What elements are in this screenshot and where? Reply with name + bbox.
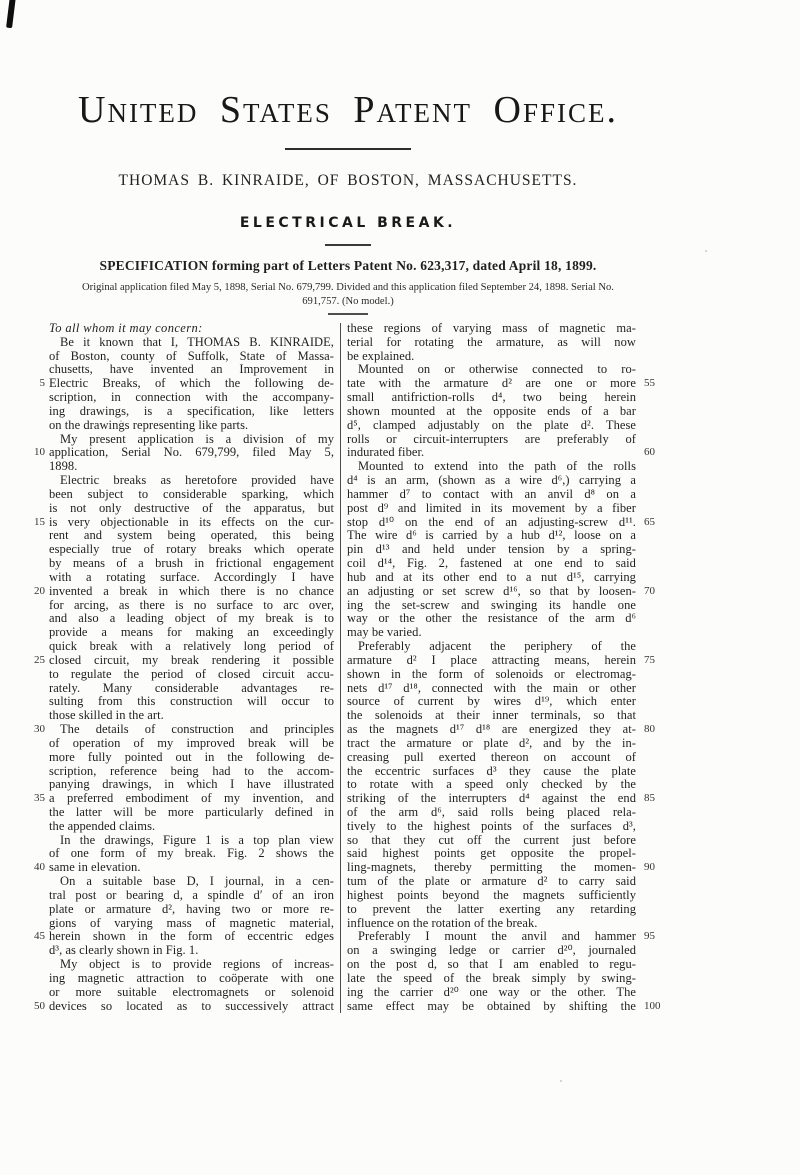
line-number: 30: [34, 723, 45, 736]
text-line: to prevent the latter exerting any retarding: [347, 902, 636, 916]
text-line: ing magnetic attraction to coöperate with one: [49, 971, 334, 985]
line-number: [30, 322, 45, 336]
text-line: striking of the interrupters d⁴ against the end: [347, 792, 636, 806]
line-number: [644, 958, 668, 972]
text-line: the solenoids at their inner terminals, so that: [347, 709, 636, 723]
text-line: more fully pointed out in the following de-: [49, 750, 334, 764]
line-number: [644, 460, 668, 474]
text-line: d⁴ is an arm, (shown as a wire d⁶,) carrying a: [347, 474, 636, 488]
line-number: [644, 972, 668, 986]
line-number: [644, 433, 668, 447]
line-number: [644, 640, 668, 654]
line-number: [30, 682, 45, 696]
line-number: [644, 336, 668, 350]
text-line: In the drawings, Figure 1 is a top plan view: [60, 833, 334, 847]
filing-note-line-1: Original application filed May 5, 1898, Serial No. 679,799. Divided and this application filed September 24, 1898. Serial No.: [82, 282, 614, 293]
line-number: [644, 419, 668, 433]
text-line: the eccentric surfaces d³ they cause the plate: [347, 764, 636, 778]
text-line: ing the set-screw and swinging its handle one: [347, 598, 636, 612]
line-number: [30, 391, 45, 405]
text-line: To all whom it may concern:: [49, 322, 203, 335]
line-number: [30, 765, 45, 779]
line-number: [30, 474, 45, 488]
text-line: application, Serial No. 679,799, filed May 5,: [49, 446, 334, 460]
text-line: for arcing, as there is no surface to arc over,: [49, 598, 334, 612]
line-number: [30, 778, 45, 792]
line-number: 75: [644, 653, 655, 666]
scan-artifact-mark: [6, 0, 16, 28]
text-line: My present application is a division of my: [60, 432, 334, 446]
text-line: rately. Many considerable advantages re-: [49, 681, 334, 695]
text-line: stop d¹⁰ on the end of an adjusting-screw d¹¹.: [347, 515, 636, 529]
text-line: indurated fiber.: [347, 446, 425, 460]
line-number: 55: [644, 377, 655, 390]
text-line: scription, in connection with the accompany-: [49, 391, 334, 405]
text-line: be explained.: [347, 349, 415, 363]
line-number: [644, 363, 668, 377]
line-number: [30, 557, 45, 571]
line-number: [30, 709, 45, 723]
line-number: [30, 986, 45, 1000]
text-line: d³, as clearly shown in Fig. 1.: [49, 944, 199, 958]
text-line: rent and system being operated, this being: [49, 529, 334, 543]
header-rule-3: [328, 313, 368, 315]
line-number: [644, 834, 668, 848]
line-number: [30, 820, 45, 834]
line-number: [30, 751, 45, 765]
line-number: [644, 571, 668, 585]
text-line: source of current by wires d¹⁹, which enter: [347, 695, 636, 709]
line-number: [30, 972, 45, 986]
line-number: [644, 709, 668, 723]
text-line: to rotate with a speed only checked by the: [347, 778, 636, 792]
line-number: [644, 405, 668, 419]
text-line: d⁵, clamped adjustably on the plate d². These: [347, 418, 636, 432]
text-line: closed circuit, my break rendering it possible: [49, 653, 334, 667]
text-line: and also a leading object of my break is to: [49, 612, 334, 626]
text-line: been subject to considerable sparking, which: [49, 487, 334, 501]
text-line: pin d¹³ and held under tension by a spring-: [347, 543, 636, 557]
text-line: with a rotating surface. Accordingly I have: [49, 570, 334, 584]
page-header: [30, 0, 666, 315]
line-number: [644, 322, 668, 336]
text-line: Electric breaks as heretofore provided have: [60, 474, 334, 488]
line-number: [30, 903, 45, 917]
line-number: [30, 834, 45, 848]
text-line: of Boston, county of Suffolk, State of Massa-: [49, 349, 334, 363]
line-number: [644, 612, 668, 626]
text-line: My object is to provide regions of increas-: [60, 958, 334, 972]
line-number: [644, 751, 668, 765]
text-line: post d⁹ and limited in its movement by a fiber: [347, 501, 636, 515]
text-line: or more suitable electromagnets or solenoid: [49, 985, 334, 999]
text-line: tral post or bearing d, a spindle d′ of an iron: [49, 888, 334, 902]
text-line: On a suitable base D, I journal, in a cen-: [60, 875, 334, 889]
line-number: [30, 419, 45, 433]
text-line: ing the carrier d²⁰ one way or the other. The: [347, 985, 636, 999]
inventor-byline: THOMAS B. KINRAIDE, OF BOSTON, MASSACHUSETTS.: [118, 172, 578, 189]
text-line: these regions of varying mass of magnetic ma-: [347, 322, 636, 335]
text-line: highest points beyond the magnets sufficiently: [347, 888, 636, 902]
text-line: tum of the plate or armature d² to carry said: [347, 875, 636, 889]
text-line: same in elevation.: [49, 861, 141, 875]
line-number: [644, 765, 668, 779]
text-line: nets d¹⁷ d¹⁸, connected with the main or other: [347, 681, 636, 695]
line-number: 80: [644, 723, 655, 736]
line-number: [30, 460, 45, 474]
text-line: herein shown in the form of eccentric edges: [49, 930, 334, 944]
line-number: [30, 433, 45, 447]
text-line: gions of varying mass of magnetic material,: [49, 916, 334, 930]
line-number: [644, 474, 668, 488]
text-line: quick break with a relatively long period of: [49, 640, 334, 654]
paper-speck: [560, 1080, 562, 1082]
line-number: 50: [34, 999, 45, 1012]
line-number: [644, 543, 668, 557]
text-line: The details of construction and principles: [60, 723, 334, 737]
specification-line: SPECIFICATION forming part of Letters Patent No. 623,317, dated April 18, 1899.: [99, 258, 597, 273]
text-line: Preferably I mount the anvil and hammer: [358, 930, 636, 944]
text-line: Preferably adjacent the periphery of the: [358, 640, 636, 654]
text-line: Be it known that I, THOMAS B. KINRAIDE,: [60, 335, 334, 349]
line-number: [644, 917, 668, 931]
header-rule-1: [285, 148, 411, 150]
line-number: [644, 820, 668, 834]
text-line: shown in the form of solenoids or electromag-: [347, 667, 636, 681]
text-line: coil d¹⁴, Fig. 2, fastened at one end to said: [347, 557, 636, 571]
text-line: rolls or circuit-interrupters are preferably of: [347, 432, 636, 446]
line-number: 35: [34, 792, 45, 805]
line-number: [644, 737, 668, 751]
line-numbers-left: [30, 322, 45, 1013]
text-line: way or the other the resistance of the arm d⁶: [347, 612, 636, 626]
column-divider-rule: [340, 323, 341, 1013]
text-line: terial for rotating the armature, as will now: [347, 335, 636, 349]
text-line: said highest points get opposite the propel-: [347, 847, 636, 861]
text-line: hammer d⁷ to contact with an anvil d⁸ on a: [347, 487, 636, 501]
text-line: the appended claims.: [49, 819, 156, 833]
line-number: [644, 986, 668, 1000]
text-line: especially true of rotary breaks which operate: [49, 543, 334, 557]
text-line: shown mounted at the opposite ends of a bar: [347, 404, 636, 418]
text-line: of operation of my improved break will be: [49, 736, 334, 750]
line-number: [30, 529, 45, 543]
text-line: Electric Breaks, of which the following de-: [49, 377, 334, 391]
line-number: [30, 571, 45, 585]
text-line: hub and at its other end to a nut d¹⁵, carrying: [347, 570, 636, 584]
text-line: so that they cut off the current just before: [347, 833, 636, 847]
text-line: is very objectionable in its effects on the cur-: [49, 515, 334, 529]
filing-note-line-2: 691,757. (No model.): [302, 295, 394, 307]
text-line: an adjusting or set screw d¹⁶, so that by loosen-: [347, 584, 636, 598]
text-line: may be varied.: [347, 626, 422, 640]
line-number: 45: [34, 930, 45, 943]
text-line: the latter will be more particularly defined in: [49, 805, 334, 819]
header-rule-2: [325, 244, 371, 246]
line-number: [644, 944, 668, 958]
line-number: 20: [34, 584, 45, 597]
text-line: panying drawings, in which I have illustrated: [49, 778, 334, 792]
text-line: ing drawings, is a specification, like letters: [49, 404, 334, 418]
line-number: [644, 502, 668, 516]
paper-speck: [705, 250, 707, 252]
text-line: on the drawings representing like parts.: [49, 418, 249, 432]
text-line: on the post d, so that I am enabled to regu-: [347, 958, 636, 972]
text-line: of the arm d⁶, said rolls being placed rela-: [347, 805, 636, 819]
line-number: 10: [34, 446, 45, 459]
line-number: [644, 668, 668, 682]
line-number: [30, 640, 45, 654]
line-number: [644, 903, 668, 917]
text-line: tract the armature or plate d², and by the in-: [347, 736, 636, 750]
text-line: armature d² I place attracting means, herein: [347, 653, 636, 667]
line-number: 5: [39, 377, 45, 390]
line-number: [644, 889, 668, 903]
filing-note: [30, 281, 666, 308]
text-line: scription, reference being had to the accom-: [49, 764, 334, 778]
line-number: [644, 875, 668, 889]
line-number: [30, 695, 45, 709]
line-number: 95: [644, 930, 655, 943]
line-number: 65: [644, 515, 655, 528]
two-column-body: [30, 322, 668, 1013]
line-number: [30, 543, 45, 557]
text-line: devices so located as to successively attract: [49, 999, 334, 1013]
text-line: Mounted to extend into the path of the rolls: [358, 460, 636, 474]
line-number: [30, 336, 45, 350]
patent-office-title: United States Patent Office.: [78, 89, 618, 131]
text-line: a preferred embodiment of my invention, and: [49, 792, 334, 806]
line-number: [30, 405, 45, 419]
text-line: those skilled in the art.: [49, 709, 164, 723]
text-line: The wire d⁶ is carried by a hub d¹², loose on a: [347, 529, 636, 543]
text-line: tively to the highest points of the surfaces d³,: [347, 819, 636, 833]
line-number: [30, 958, 45, 972]
line-number: [30, 917, 45, 931]
line-number: [30, 350, 45, 364]
text-line: as the magnets d¹⁷ d¹⁸ are energized they at-: [347, 723, 636, 737]
line-number: [644, 557, 668, 571]
text-line: ling-magnets, thereby permitting the momen-: [347, 861, 636, 875]
line-number: [30, 944, 45, 958]
line-number: [30, 806, 45, 820]
text-column-right: [347, 322, 636, 1013]
text-line: is not only destructive of the apparatus, but: [49, 501, 334, 515]
line-number: [30, 875, 45, 889]
line-number: 85: [644, 792, 655, 805]
text-line: small antifriction-rolls d⁴, two being herein: [347, 391, 636, 405]
text-line: of one form of my break. Fig. 2 shows the: [49, 847, 334, 861]
line-number: [30, 847, 45, 861]
line-number: 25: [34, 653, 45, 666]
line-number: [644, 391, 668, 405]
line-number: [30, 668, 45, 682]
text-line: tate with the armature d² are one or more: [347, 377, 636, 391]
text-line: by means of a brush in frictional engagement: [49, 557, 334, 571]
text-column-left: [49, 322, 334, 1013]
line-number: [644, 682, 668, 696]
line-number: [644, 599, 668, 613]
line-number: [644, 626, 668, 640]
text-line: creasing pull exerted thereon on account of: [347, 750, 636, 764]
line-number: [644, 350, 668, 364]
line-number: [30, 502, 45, 516]
line-number: [644, 778, 668, 792]
line-number: [30, 626, 45, 640]
line-number: [30, 889, 45, 903]
text-line: to regulate the period of closed circuit accu-: [49, 667, 334, 681]
text-line: influence on the rotation of the break.: [347, 916, 538, 930]
line-number: 90: [644, 861, 655, 874]
text-line: late the speed of the break simply by swing-: [347, 971, 636, 985]
line-number: [30, 363, 45, 377]
line-number: [30, 737, 45, 751]
text-line: same effect may be obtained by shifting the: [347, 999, 636, 1013]
line-number: 100: [644, 999, 661, 1012]
line-number: [644, 695, 668, 709]
text-line: chusetts, have invented an Improvement in: [49, 363, 334, 377]
line-number: [30, 488, 45, 502]
line-number: [644, 806, 668, 820]
text-line: invented a break in which there is no chance: [49, 584, 334, 598]
text-line: plate or armature d², having two or more re-: [49, 902, 334, 916]
line-number: [30, 599, 45, 613]
line-number: 60: [644, 446, 655, 459]
text-line: sulting from this construction will occur to: [49, 695, 334, 709]
text-line: Mounted on or otherwise connected to ro-: [358, 363, 636, 377]
line-number: 70: [644, 584, 655, 597]
line-number: 40: [34, 861, 45, 874]
line-number: [644, 847, 668, 861]
line-numbers-right: [636, 322, 668, 1013]
line-number: 15: [34, 515, 45, 528]
line-number: [644, 488, 668, 502]
line-number: [30, 612, 45, 626]
line-number: [644, 529, 668, 543]
text-line: 1898.: [49, 460, 78, 474]
text-line: provide a means for making an exceedingly: [49, 626, 334, 640]
text-line: on a swinging ledge or carrier d²⁰, journaled: [347, 944, 636, 958]
invention-title: ELECTRICAL BREAK.: [239, 215, 457, 231]
